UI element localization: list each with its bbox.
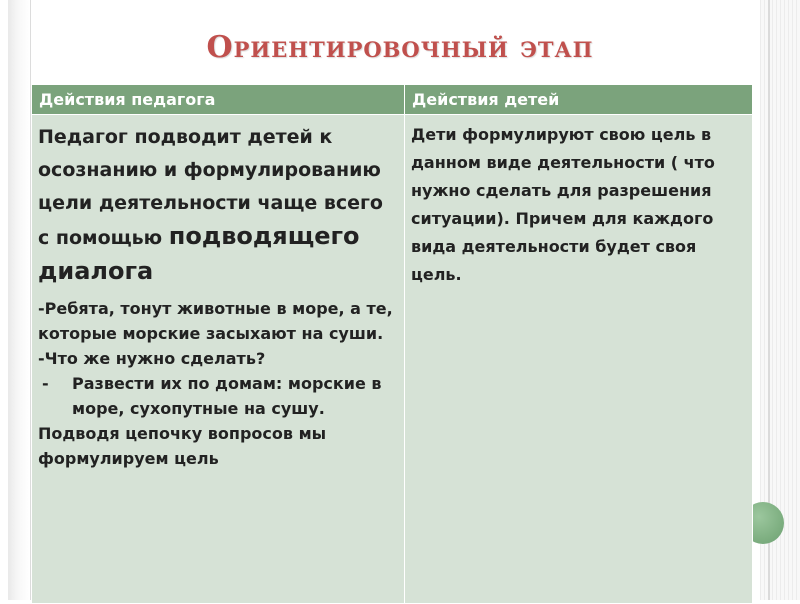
table-row [32, 115, 753, 604]
bullet-marker: - [42, 374, 49, 393]
dialog-closing: Подводя цепочку вопросов мы формулируем цель [38, 424, 327, 468]
table-header-row [32, 85, 753, 115]
cell-children-actions [405, 115, 753, 604]
cell-teacher-actions [32, 115, 405, 604]
teacher-lead-text: Педагог подводит детей к осознанию и формулированию цели деятельности чаще всего с помощью [38, 126, 383, 249]
comparison-table [31, 84, 753, 604]
slide-left-border [8, 0, 31, 600]
dialog-bullet [38, 371, 397, 421]
header-teacher-actions: Действия педагога [32, 85, 405, 115]
slide-title: Ориентировочный этап [206, 30, 594, 65]
teacher-lead-paragraph [38, 121, 397, 290]
header-children-actions: Действия детей [405, 85, 753, 115]
dialog-line-1: -Ребята, тонут животные в море, а те, которые морские засыхают на суши. [38, 299, 393, 343]
dialog-block [38, 296, 397, 471]
children-text: Дети формулируют свою цель в данном виде деятельности ( что нужно сделать для разрешения ситуации). Причем для каждого вида деятельности будет своя цель. [411, 125, 715, 284]
dialog-line-2: -Что же нужно сделать? [38, 349, 266, 368]
teacher-lead-emphasis: подводящего диалога [38, 222, 360, 285]
bullet-text: Развести их по домам: морские в море, сухопутные на сушу. [72, 374, 382, 418]
